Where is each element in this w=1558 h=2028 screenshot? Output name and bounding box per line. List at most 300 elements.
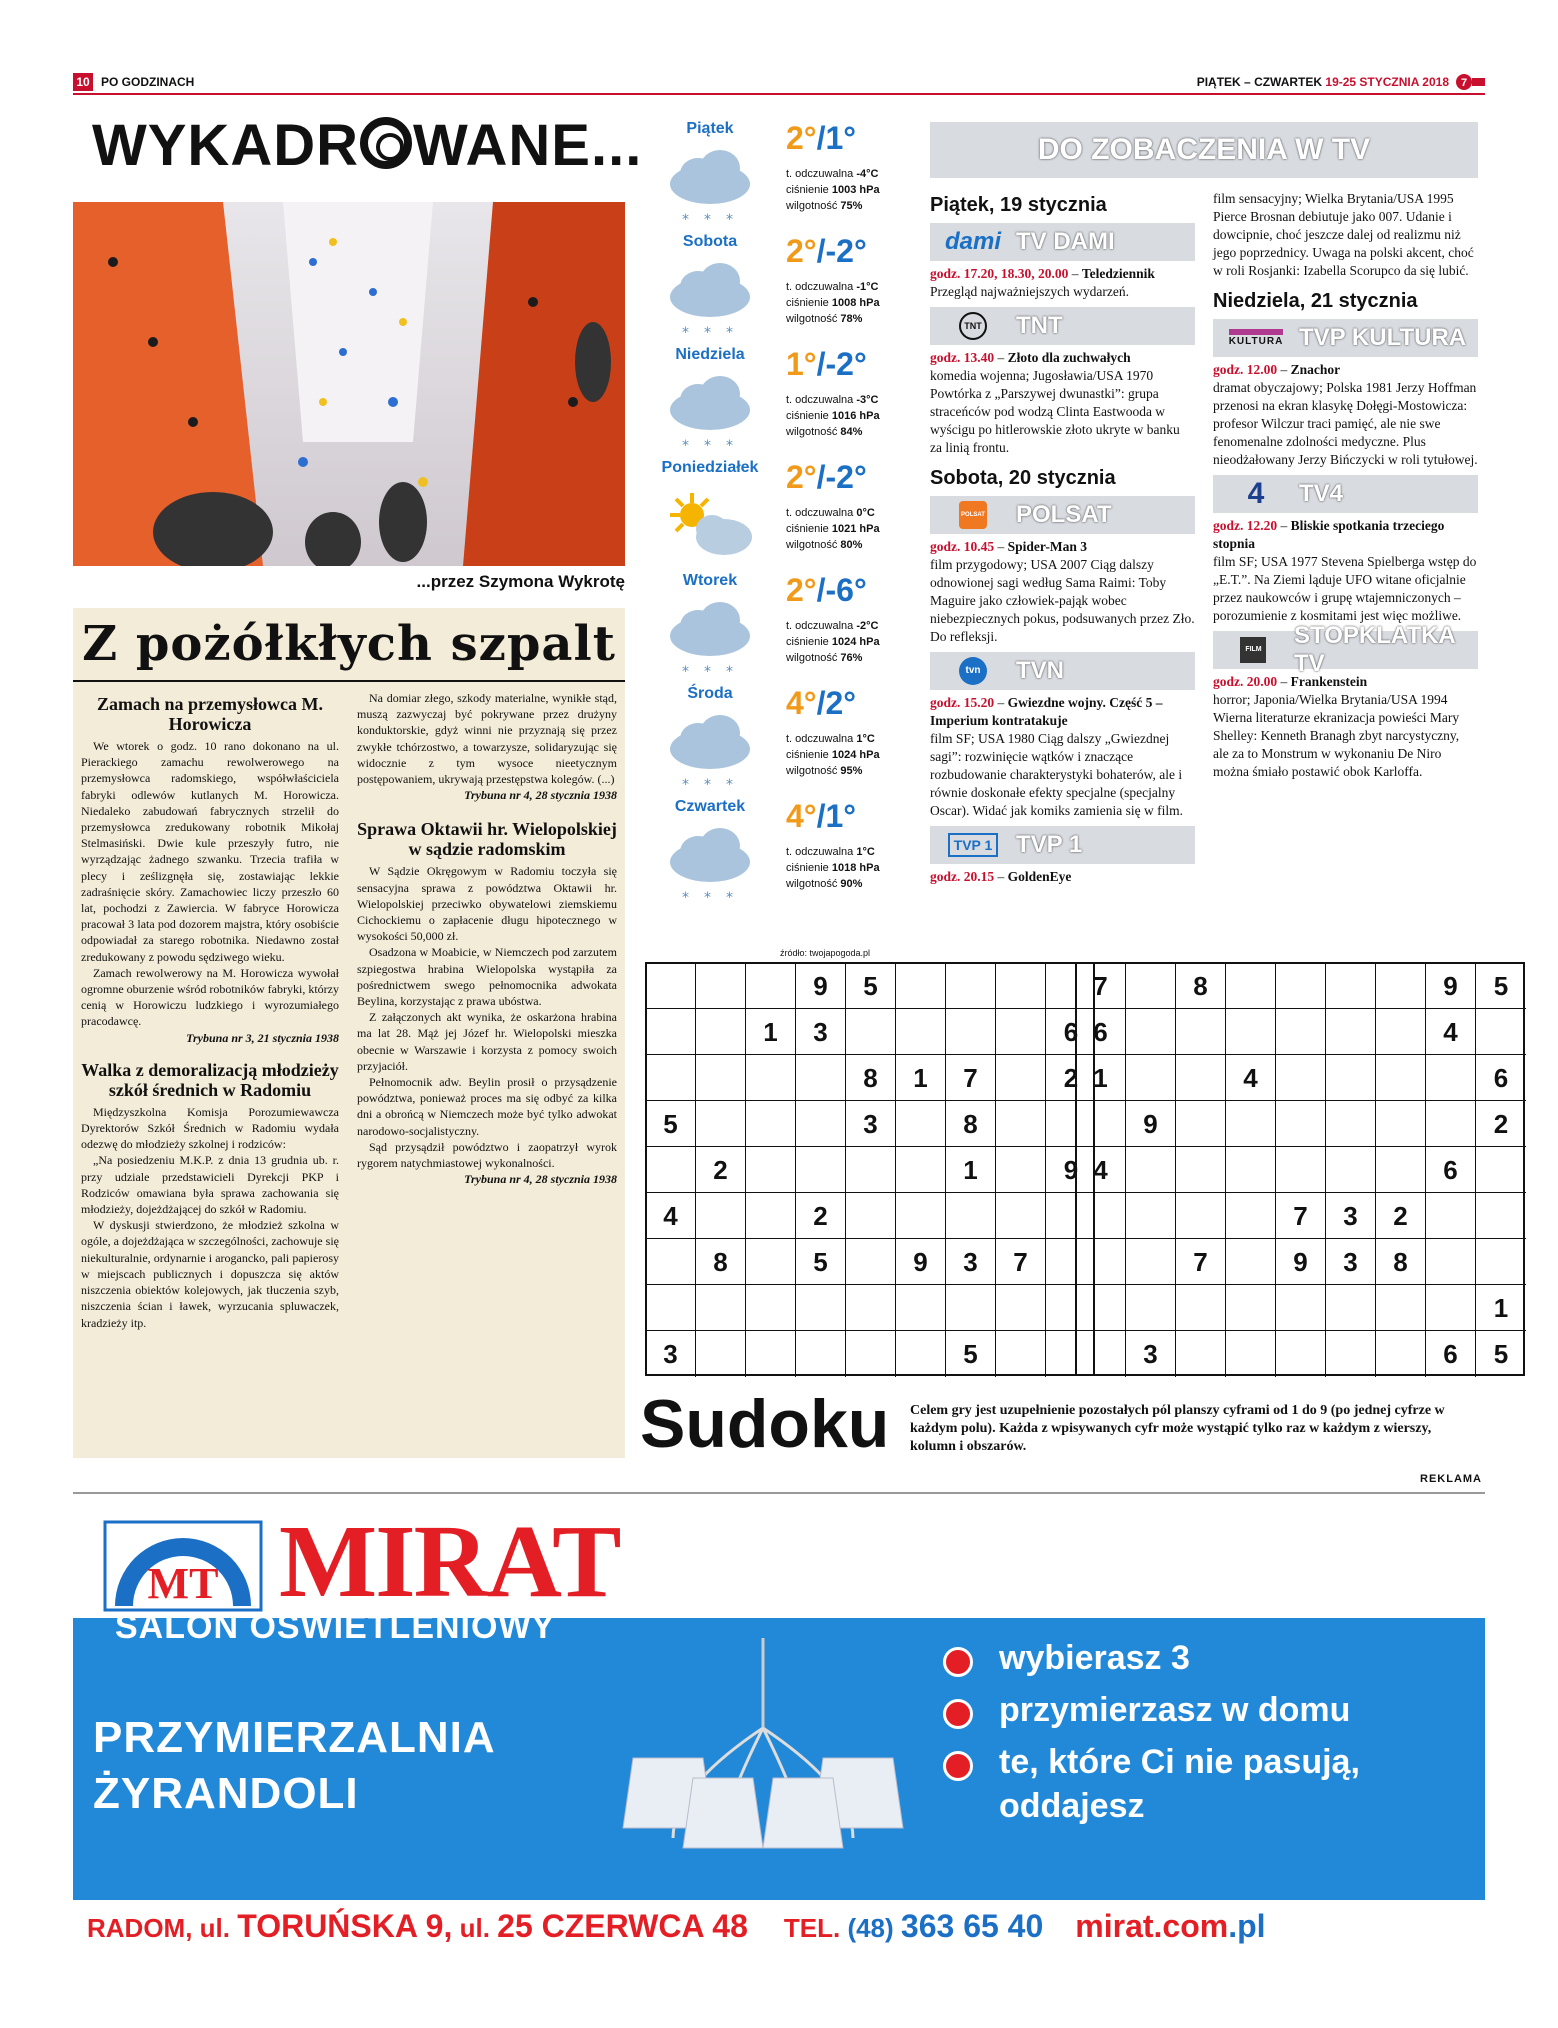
weather-day-name: Niedziela [675,346,745,363]
sudoku-cell[interactable] [1126,1239,1176,1285]
sudoku-cell[interactable]: 1 [946,1147,996,1193]
sudoku-cell[interactable] [1126,1009,1176,1055]
sudoku-cell[interactable]: 9 [896,1239,946,1285]
article-paragraph: Pełnomocnik adw. Beylin prosił o przysądzenie powództwa, ponieważ proces ma się odbyć za kilka dni a obrońcą w Niemczech może być tylko adwokat narodowo-socjalistyczny. [357,1075,617,1138]
sudoku-cell[interactable] [846,1239,896,1285]
svg-text:*: * [704,325,711,341]
stopklatka-logo-icon: FILM [1221,635,1286,665]
climbing-wall-photo [73,202,625,566]
sudoku-cell[interactable] [996,1285,1046,1331]
ad-website: mirat.com [1075,1908,1229,1944]
sudoku-cell[interactable]: 5 [946,1331,996,1377]
temp-high: 2° [786,233,817,269]
svg-text:*: * [726,890,733,906]
sudoku-cell[interactable]: 5 [796,1239,846,1285]
sudoku-cell[interactable] [696,963,746,1009]
tv-day-heading: Sobota, 20 stycznia [930,467,1116,489]
mirat-advertisement [73,1500,1485,1948]
humidity-label: wilgotność [786,539,841,551]
sudoku-cell[interactable] [746,1101,796,1147]
sudoku-cell[interactable]: 8 [846,1055,896,1101]
sudoku-cell[interactable] [696,1055,746,1101]
sudoku-cell[interactable]: 7 [996,1239,1046,1285]
sudoku-grid-1 [645,962,1095,1376]
show-title: GoldenEye [1007,869,1072,884]
sudoku-cell[interactable] [846,1285,896,1331]
temp-high: 2° [786,572,817,608]
ad-street-2: 25 CZERWCA 48 [497,1908,748,1944]
sudoku-cell[interactable] [696,1193,746,1239]
temp-low: -2° [825,233,867,269]
sudoku-cell[interactable] [1426,1285,1476,1331]
sudoku-cell[interactable] [846,1147,896,1193]
sudoku-cell[interactable] [1276,963,1326,1009]
sudoku-cell[interactable]: 2 [1376,1193,1426,1239]
sudoku-cell[interactable] [746,1147,796,1193]
channel-bar-tvp1 [930,826,1195,864]
sudoku-cell[interactable]: 6 [1046,1009,1096,1055]
sudoku-cell[interactable] [996,1101,1046,1147]
show-description: dramat obyczajowy; Polska 1981 Jerzy Hoffman przenosi na ekran klasykę Dołęgi-Mostowicza: profesor Wilczur traci pamięć, ale nie swe fenomenalne zdolności medyczne. Plus nieodżałowany Jerzy Bińczycki w roli tytułowej. [1213,380,1478,467]
svg-text:*: * [682,438,689,454]
section-name: PO GODZINACH [101,75,195,89]
feels-value: -2°C [856,620,879,632]
snow-cloud-icon [662,711,758,797]
sudoku-cell[interactable] [746,1193,796,1239]
sudoku-cell[interactable]: 9 [1426,963,1476,1009]
sudoku-cell[interactable] [646,1009,696,1055]
sudoku-cell[interactable] [996,1009,1046,1055]
article-paragraph: W Sądzie Okręgowym w Radomiu toczyła się sensacyjna sprawa z powództwa Oktawii hr. Wielopolskiej przeciwko obywatelowi ziemskiemu Cichockiemu o zapłacenie długu hipotecznego w wysokości 50,000 zł. [357,864,617,944]
show-time: godz. 13.40 [930,350,995,365]
sudoku-cell[interactable] [1276,1009,1326,1055]
sudoku-cell[interactable] [1426,1055,1476,1101]
channel-name: TV4 [1299,480,1344,507]
feels-label: t. odczuwalna [786,846,857,858]
sudoku-cell[interactable] [1276,1285,1326,1331]
sudoku-cell[interactable] [1376,1009,1426,1055]
sudoku-cell[interactable] [646,1147,696,1193]
sudoku-cell[interactable] [1076,1239,1126,1285]
weather-day [640,120,902,233]
temp-separator: / [816,572,826,608]
sudoku-cell[interactable] [1126,963,1176,1009]
weather-day [640,233,902,346]
sudoku-cell[interactable] [796,1285,846,1331]
feels-label: t. odczuwalna [786,507,857,519]
old-news-column-right [357,690,617,1450]
humidity-label: wilgotność [786,765,841,777]
sudoku-title: Sudoku [640,1386,890,1462]
sudoku-cell[interactable]: 4 [1226,1055,1276,1101]
sudoku-cell[interactable] [1326,1285,1376,1331]
sudoku-cell[interactable] [746,1331,796,1377]
weather-details [786,392,902,440]
sudoku-cell[interactable] [696,1331,746,1377]
sudoku-cell[interactable] [1326,1009,1376,1055]
sudoku-cell[interactable] [696,1009,746,1055]
sudoku-cell[interactable]: 1 [896,1055,946,1101]
sudoku-cell[interactable] [1226,1101,1276,1147]
show-title: Teledziennik [1081,266,1155,281]
sudoku-cell[interactable]: 4 [646,1193,696,1239]
ad-bullet: te, które Ci nie pasują, oddajesz [933,1740,1473,1828]
sudoku-cell[interactable] [1176,1331,1226,1377]
sudoku-cell[interactable] [1076,1101,1126,1147]
sudoku-cell[interactable] [1476,1009,1526,1055]
show-time: godz. 15.20 [930,695,995,710]
sudoku-cell[interactable]: 7 [946,1055,996,1101]
sudoku-cell[interactable] [1226,1331,1276,1377]
issue-dates [1197,75,1449,89]
sudoku-cell[interactable] [946,1193,996,1239]
weather-temperature [786,685,902,722]
pressure-label: ciśnienie [786,410,832,422]
snow-cloud-icon [662,824,758,910]
sudoku-cell[interactable]: 6 [1426,1147,1476,1193]
pressure-label: ciśnienie [786,523,832,535]
sudoku-cell[interactable] [796,1055,846,1101]
tvp1-logo-icon: TVP 1 [938,830,1008,860]
sudoku-cell[interactable]: 9 [796,963,846,1009]
channel-name: TVN [1016,657,1064,684]
sudoku-cell[interactable] [846,1009,896,1055]
humidity-value: 80% [840,539,863,551]
sudoku-cell[interactable]: 3 [1126,1331,1176,1377]
svg-text:*: * [726,325,733,341]
sudoku-cell[interactable]: 3 [646,1331,696,1377]
sudoku-cell[interactable] [896,1285,946,1331]
sudoku-cell[interactable]: 8 [1376,1239,1426,1285]
svg-text:*: * [726,664,733,680]
article-paragraph: Międzyszkolna Komisja Porozumiewawcza Dyrektorów Szkół Średnich w Radomiu wydała odezwę do młodzieży szkolnej i rodziców: [81,1104,339,1152]
channel-name: STOPKLATKA TV [1293,622,1455,677]
feels-value: -4°C [856,168,879,180]
sudoku-cell[interactable] [1376,1331,1426,1377]
sudoku-cell[interactable] [896,963,946,1009]
feels-value: 1°C [856,846,875,858]
sudoku-cell[interactable] [1476,1147,1526,1193]
channel-bar-tvn [930,652,1195,690]
page-header [73,73,1485,95]
tv-day-heading: Niedziela, 21 stycznia [1213,290,1418,312]
old-news-box [73,608,625,1458]
sudoku-cell[interactable] [946,1285,996,1331]
sudoku-cell[interactable] [1126,1193,1176,1239]
sudoku-cell[interactable] [996,1055,1046,1101]
show-title: Gwiezdne wojny. Część 5 – Imperium kontratakuje [930,695,1163,728]
ad-street-1: TORUŃSKA 9, [237,1908,453,1944]
channel-bar-stopklatka [1213,622,1478,677]
sudoku-cell[interactable] [1426,1101,1476,1147]
sudoku-cell[interactable]: 5 [1476,963,1526,1009]
sudoku-cell[interactable] [1176,1147,1226,1193]
sudoku-cell[interactable] [746,1285,796,1331]
sudoku-cell[interactable] [1326,1147,1376,1193]
feels-value: -1°C [856,281,879,293]
sudoku-cell[interactable]: 2 [796,1193,846,1239]
show-description: film przygodowy; USA 2007 Ciąg dalszy odnowionej sagi według Sama Raimi: Toby Maguire jako człowiek-pająk wobec niebezpiecznych pokus, podsuwanych przez Zło. Do refleksji. [930,557,1195,644]
sudoku-cell[interactable] [1176,1055,1226,1101]
sudoku-cell[interactable] [1176,1193,1226,1239]
sudoku-cell[interactable]: 5 [846,963,896,1009]
pressure-label: ciśnienie [786,297,832,309]
photo-title-part1: WYKADR [92,113,359,178]
sudoku-cell[interactable] [796,1101,846,1147]
sudoku-cell[interactable]: 3 [1326,1239,1376,1285]
sudoku-cell[interactable] [696,1101,746,1147]
sudoku-cell[interactable] [996,1193,1046,1239]
show-description: Przegląd najważniejszych wydarzeń. [930,284,1130,299]
sudoku-cell[interactable] [846,1193,896,1239]
pressure-value: 1016 hPa [831,410,880,422]
ad-bullet: wybierasz 3 [933,1636,1473,1680]
weather-source: źródło: twojapogoda.pl [780,948,871,958]
tv-column-left: Piątek, 19 stycznia dami TV DAMI godz. 17.20, 18.30, 20.00 – Teledziennik Przegląd najważniejszych wydarzeń. TNT TNT godz. 13.40 – Złoto dla zuchwałych komedia wojenna; Jugosławia/USA 1970 Powtórka z „Parszywej dwunastki”: grupa straceńców pod wodzą Clinta Eastwooda w wyścigu po hitlerowskie złoto ukryte w banku za linią frontu. Sobota, 20 stycznia POLSAT POLSAT godz. 10.45 – Spider-Man 3 film przygodowy; USA 2007 Ciąg dalszy odnowionej sagi według Sama Raimi: Toby Maguire jako człowiek-pająk wobec niebezpiecznych pokus, podsuwanych przez Zło. Do refleksji. tvn TVN godz. 15.20 – Gwiezdne wojny. Część 5 – Imperium kontratakuje film SF; USA 1980 Ciąg dalszy „Gwiezdnej sagi”: rozwinięcie wątków i znaczące rozbudowanie charakterystyki bohaterów, ale i równie doskonałe efekty specjalne (specjalny Oscar). Widać jak komiks zamienia się w film. TVP 1 TVP 1 godz. 20.15 – GoldenEye [930,194,1195,884]
sudoku-cell[interactable] [1276,1331,1326,1377]
weather-day-name: Wtorek [682,572,738,589]
pressure-label: ciśnienie [786,636,832,648]
weather-temperature [786,572,902,609]
ad-ul-2: ul. [452,1913,498,1943]
sudoku-cell[interactable] [1326,1331,1376,1377]
feels-label: t. odczuwalna [786,620,857,632]
article-paragraph: Sąd przysądził powództwo i zaopatrzył wyrok rygorem natychmiastowej wykonalności. [357,1139,617,1171]
sudoku-cell[interactable] [896,1101,946,1147]
sudoku-cell[interactable] [1376,963,1426,1009]
sudoku-cell[interactable] [1326,1055,1376,1101]
sudoku-cell[interactable] [746,1055,796,1101]
mirat-logo-icon [103,1520,263,1612]
temp-separator: / [816,459,826,495]
sudoku-cell[interactable]: 2 [1476,1101,1526,1147]
sudoku-cell[interactable] [1126,1055,1176,1101]
sudoku-cell[interactable]: 7 [1276,1193,1326,1239]
ad-headline [93,1710,653,1822]
brand-subtitle: SALON OŚWIETLENIOWY [115,1608,556,1646]
photo-caption: ...przez Szymona Wykrotę [416,572,625,591]
ad-website-tld: .pl [1228,1908,1266,1944]
pressure-value: 1008 hPa [831,297,880,309]
sudoku-cell[interactable] [646,1285,696,1331]
old-news-title: Z pożółkłych szpalt [73,616,625,682]
snow-cloud-icon [662,598,758,684]
sudoku-cell[interactable]: 8 [946,1101,996,1147]
sudoku-cell[interactable] [1126,1147,1176,1193]
sudoku-instructions: Celem gry jest uzupełnienie pozostałych pól planszy cyframi od 1 do 9 (po jednej cyfrze w każdym polu). Każda z wpisywanych cyfr może wystąpić tylko raz w każdym z wierszy, kolumn i obszarów. [910,1403,1445,1454]
show-time: godz. 10.45 [930,539,995,554]
sudoku-cell[interactable]: 8 [696,1239,746,1285]
svg-text:*: * [682,664,689,680]
sudoku-cell[interactable] [946,1009,996,1055]
sudoku-cell[interactable] [1226,1285,1276,1331]
article-heading: Zamach na przemysłowca M. Horowicza [97,694,323,734]
sudoku-cell[interactable] [896,1147,946,1193]
sudoku-cell[interactable]: 1 [746,1009,796,1055]
sudoku-cell[interactable]: 4 [1426,1009,1476,1055]
sudoku-cell[interactable] [646,963,696,1009]
humidity-value: 76% [840,652,863,664]
sudoku-cell[interactable] [1376,1285,1426,1331]
temp-separator: / [816,346,826,382]
channel-name: TVP 1 [1016,831,1083,858]
feels-label: t. odczuwalna [786,281,857,293]
sudoku-cell[interactable] [1226,1193,1276,1239]
sudoku-cell[interactable]: 3 [846,1101,896,1147]
sudoku-cell[interactable] [1176,1285,1226,1331]
sudoku-cell[interactable]: 6 [1426,1331,1476,1377]
sudoku-cell[interactable] [1376,1055,1426,1101]
ad-headline-line2: ŻYRANDOLI [93,1769,359,1818]
sudoku-cell[interactable] [1476,1193,1526,1239]
sudoku-cell[interactable] [996,1147,1046,1193]
sudoku-cell[interactable]: 3 [946,1239,996,1285]
sudoku-cell[interactable]: 9 [1126,1101,1176,1147]
sudoku-cell[interactable]: 3 [796,1009,846,1055]
polsat-logo-icon: POLSAT [938,500,1008,530]
sudoku-cell[interactable] [796,1147,846,1193]
sudoku-cell[interactable] [896,1193,946,1239]
ad-contact-line [87,1908,1477,1945]
sudoku-cell[interactable] [1226,1147,1276,1193]
ad-headline-line1: PRZYMIERZALNIA [93,1713,496,1762]
sudoku-cell[interactable] [946,963,996,1009]
show-description: komedia wojenna; Jugosławia/USA 1970 Powtórka z „Parszywej dwunastki”: grupa straceńców pod wodzą Clinta Eastwooda w wyścigu po hitlerowskie złoto ukryte w banku za linią frontu. [930,368,1180,455]
svg-text:*: * [682,212,689,228]
tv-day-heading: Piątek, 19 stycznia [930,194,1107,216]
ad-label: REKLAMA [1420,1473,1482,1485]
sudoku-cell[interactable] [646,1239,696,1285]
sudoku-cell[interactable] [896,1331,946,1377]
ad-bullet: przymierzasz w domu [933,1688,1473,1732]
weather-day-name: Piątek [686,120,734,137]
article-source: Trybuna nr 3, 21 stycznia 1938 [186,1030,339,1045]
sudoku-cell[interactable] [646,1055,696,1101]
weather-details [786,279,902,327]
temp-high: 1° [786,346,817,382]
sudoku-cell[interactable]: 9 [1046,1147,1096,1193]
sudoku-cell[interactable] [746,963,796,1009]
sudoku-cell[interactable] [1426,1193,1476,1239]
sudoku-cell[interactable]: 1 [1476,1285,1526,1331]
sudoku-grid-2 [1075,962,1525,1376]
sudoku-cell[interactable]: 1 [1076,1055,1126,1101]
pressure-value: 1003 hPa [831,184,880,196]
pressure-value: 1021 hPa [831,523,880,535]
show-title: Spider-Man 3 [1007,539,1088,554]
sudoku-cell[interactable]: 7 [1176,1239,1226,1285]
weather-forecast [640,120,902,960]
sudoku-cell[interactable] [1376,1101,1426,1147]
tnt-logo-icon: TNT [938,311,1008,341]
sudoku-cell[interactable] [1276,1101,1326,1147]
sudoku-cell[interactable]: 2 [1046,1055,1096,1101]
ad-ul-1: ul. [192,1913,238,1943]
sudoku-cell[interactable] [1126,1285,1176,1331]
sudoku-cell[interactable]: 7 [1076,963,1126,1009]
sudoku-cell[interactable] [796,1331,846,1377]
svg-text:MT: MT [147,1559,219,1608]
sudoku-cell[interactable] [1076,1193,1126,1239]
weather-temperature [786,233,902,270]
sudoku-cell[interactable] [1176,1101,1226,1147]
weather-day-name: Poniedziałek [661,459,759,476]
pressure-label: ciśnienie [786,184,832,196]
sudoku-cell[interactable] [1076,1285,1126,1331]
humidity-label: wilgotność [786,652,841,664]
show-time: godz. 12.00 [1213,362,1278,377]
sudoku-cell[interactable] [996,963,1046,1009]
sudoku-cell[interactable] [1376,1147,1426,1193]
page-number: 10 [73,73,93,91]
feels-value: 0°C [856,507,875,519]
article-paragraph: Zamach rewolwerowy na M. Horowicza wywołał ogromne oburzenie wśród robotników fabryki, którzy cenią w Horowiczu ludzkiego i wyrozumiałego pracodawcę. [81,965,339,1029]
feels-label: t. odczuwalna [786,733,857,745]
sudoku-cell[interactable]: 8 [1176,963,1226,1009]
sudoku-cell[interactable] [1076,1331,1126,1377]
svg-text:*: * [704,664,711,680]
sudoku-cell[interactable]: 6 [1076,1009,1126,1055]
sudoku-cell[interactable]: 3 [1326,1193,1376,1239]
sudoku-cell[interactable] [1326,1101,1376,1147]
pressure-label: ciśnienie [786,749,832,761]
sudoku-cell[interactable] [1226,1239,1276,1285]
pressure-value: 1024 hPa [831,636,880,648]
dates-prefix: PIĄTEK – CZWARTEK [1196,75,1326,89]
show-time: godz. 17.20, 18.30, 20.00 [930,266,1069,281]
temp-high: 2° [786,120,817,156]
svg-text:*: * [704,777,711,793]
sudoku-cell[interactable]: 5 [646,1101,696,1147]
weather-day [640,346,902,459]
sudoku-cell[interactable] [896,1009,946,1055]
pressure-value: 1018 hPa [831,862,880,874]
channel-name: TVP KULTURA [1299,324,1467,351]
sudoku-cell[interactable]: 5 [1493,1339,1509,1369]
weather-details [786,166,902,214]
sudoku-cell[interactable] [1226,963,1276,1009]
sudoku-cell[interactable]: 6 [1476,1055,1526,1101]
sudoku-cell[interactable]: 9 [1276,1239,1326,1285]
sudoku-cell[interactable]: 4 [1076,1147,1126,1193]
show-title: Znachor [1290,362,1341,377]
feels-label: t. odczuwalna [786,394,857,406]
temp-low: -2° [825,346,867,382]
sudoku-cell[interactable] [996,1331,1046,1377]
sudoku-cell[interactable]: 2 [696,1147,746,1193]
tv4-logo-icon: 4 [1247,477,1265,510]
humidity-label: wilgotność [786,426,841,438]
temp-high: 4° [786,798,817,834]
sudoku-cell[interactable] [1426,1239,1476,1285]
sudoku-cell[interactable] [1476,1239,1526,1285]
sudoku-cell[interactable] [1276,1147,1326,1193]
sudoku-cell[interactable] [1276,1055,1326,1101]
sudoku-cell[interactable] [1176,1009,1226,1055]
weather-day [640,685,902,798]
temp-separator: / [816,233,826,269]
sudoku-cell[interactable] [696,1285,746,1331]
sudoku-cell[interactable] [846,1331,896,1377]
sudoku-cell[interactable] [746,1239,796,1285]
sudoku-cell[interactable] [1326,963,1376,1009]
photo-section-title [92,112,642,179]
tv-section-title: DO ZOBACZENIA W TV [930,122,1478,178]
article-source: Trybuna nr 4, 28 stycznia 1938 [464,1172,617,1187]
old-news-column-left [81,690,339,1450]
humidity-value: 75% [840,200,863,212]
sudoku-cell[interactable] [1226,1009,1276,1055]
